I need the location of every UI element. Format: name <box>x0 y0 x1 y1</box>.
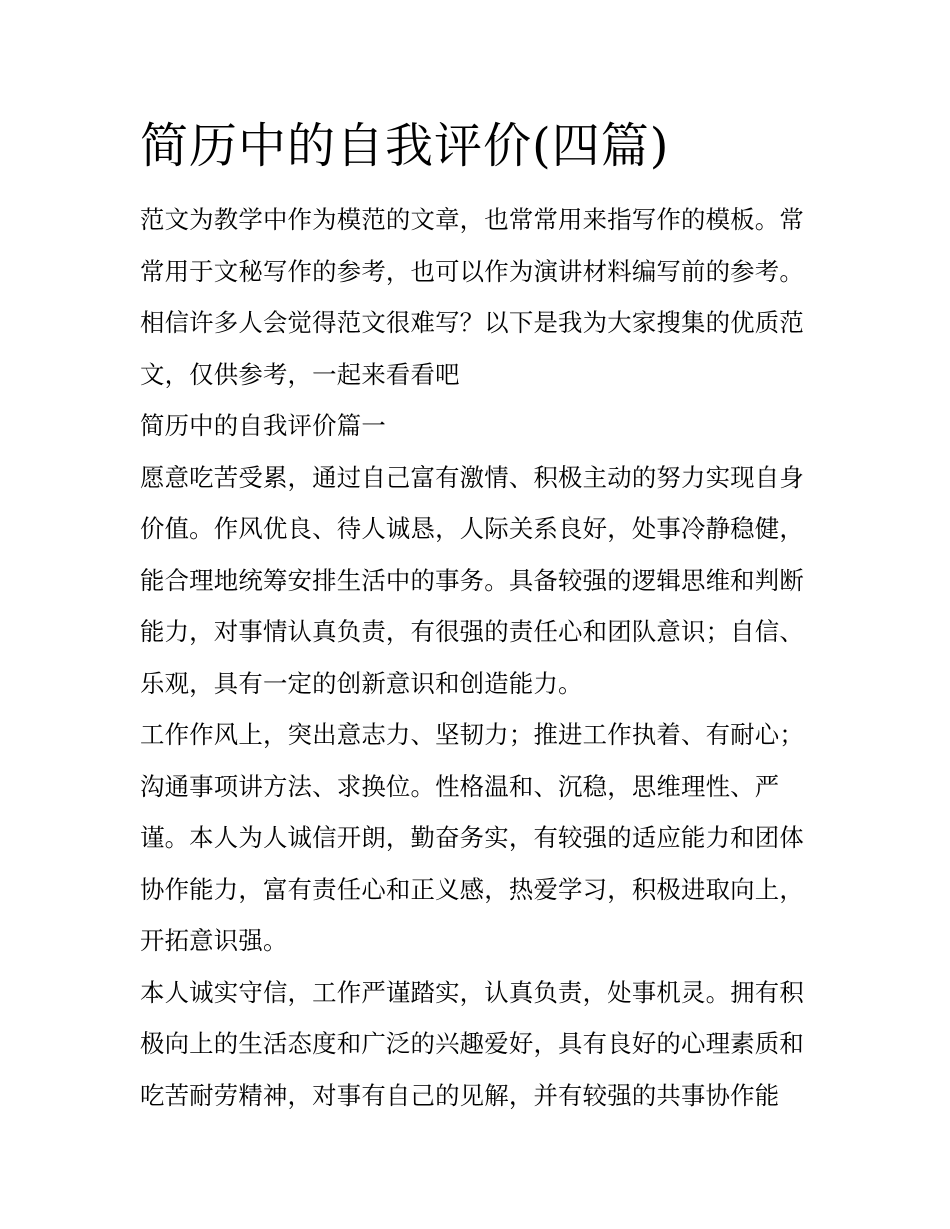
paragraph-line: 能合理地统筹安排生活中的事务。具备较强的逻辑思维和判断 <box>140 565 804 595</box>
intro-line: 范文为教学中作为模范的文章，也常常用来指写作的模板。常 <box>140 205 804 234</box>
paragraph-line: 工作作风上，突出意志力、坚韧力；推进工作执着、有耐心； <box>140 720 804 749</box>
section-heading <box>140 400 820 452</box>
paragraph-line: 吃苦耐劳精神，对事有自己的见解，并有较强的共事协作能 <box>140 1080 780 1110</box>
document-body <box>140 112 820 1121</box>
intro-line: 常用于文秘写作的参考，也可以作为演讲材料编写前的参考。 <box>140 256 804 286</box>
paragraph-line: 本人诚实守信，工作严谨踏实，认真负责，处事机灵。拥有积 <box>140 977 804 1007</box>
document-title: 简历中的自我评价(四篇) <box>140 118 670 174</box>
evaluation-paragraph-3 <box>140 967 820 1122</box>
paragraph-line: 愿意吃苦受累，通过自己富有激情、积极主动的努力实现自身 <box>140 462 804 492</box>
section-heading-text: 简历中的自我评价篇一 <box>140 411 386 440</box>
intro-line: 文，仅供参考，一起来看看吧 <box>140 359 460 389</box>
paragraph-line: 谨。本人为人诚信开朗，勤奋务实，有较强的适应能力和团体 <box>140 823 804 852</box>
evaluation-paragraph-1 <box>140 452 820 710</box>
paragraph-line: 开拓意识强。 <box>140 926 288 955</box>
intro-paragraph <box>140 194 820 400</box>
paragraph-line: 协作能力，富有责任心和正义感，热爱学习，积极进取向上， <box>140 874 804 904</box>
evaluation-paragraph-2 <box>140 709 820 967</box>
paragraph-line: 沟通事项讲方法、求换位。性格温和、沉稳，思维理性、严 <box>140 771 780 801</box>
intro-line: 相信许多人会觉得范文很难写？以下是我为大家搜集的优质范 <box>140 308 804 337</box>
paragraph-line: 乐观，具有一定的创新意识和创造能力。 <box>140 668 583 698</box>
paragraph-line: 价值。作风优良、待人诚恳，人际关系良好，处事冷静稳健， <box>140 514 804 543</box>
paragraph-line: 能力，对事情认真负责，有很强的责任心和团队意识；自信、 <box>140 617 804 646</box>
paragraph-line: 极向上的生活态度和广泛的兴趣爱好，具有良好的心理素质和 <box>140 1029 804 1058</box>
